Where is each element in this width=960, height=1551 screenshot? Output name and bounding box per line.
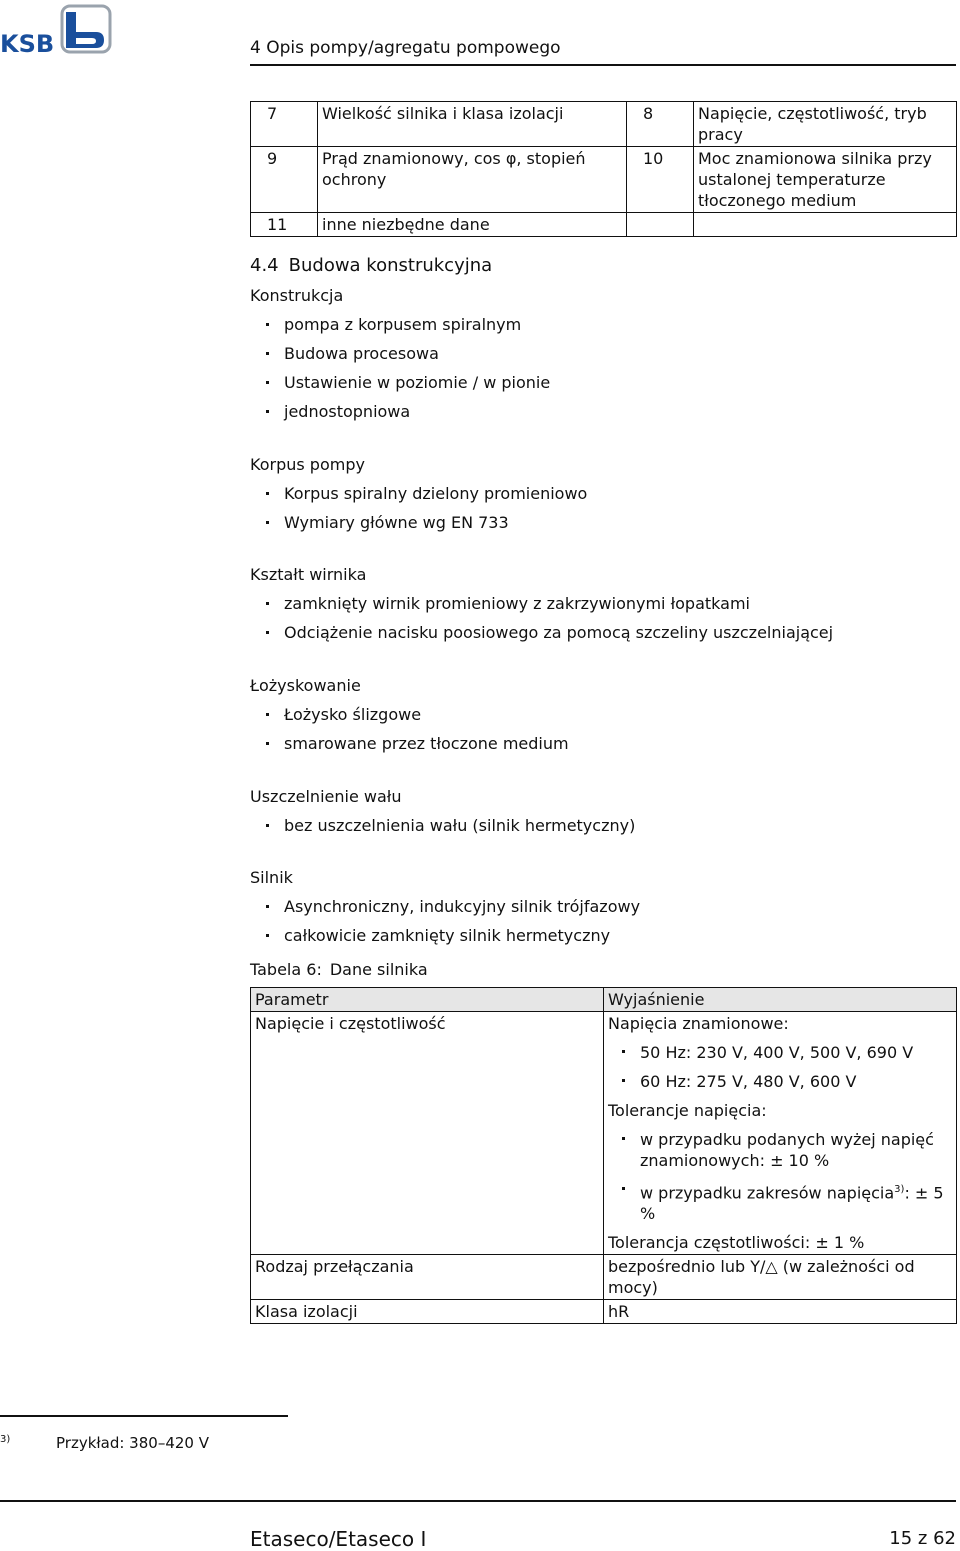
- list-item: [622, 1179, 952, 1224]
- nameplate-legend-table: [250, 101, 957, 237]
- table-row: [251, 1300, 957, 1324]
- list-item: całkowicie zamknięty silnik hermetyczny: [266, 926, 640, 955]
- legend-text: Prąd znamionowy, cos φ, stopień ochrony: [318, 147, 627, 213]
- legend-text: Moc znamionowa silnika przy ustalonej temperaturze tłoczonego medium: [694, 147, 957, 213]
- footnote-ref: 3): [894, 1184, 905, 1195]
- subheading-silnik: Silnik: [250, 868, 293, 887]
- footnote-text: Przykład: 380–420 V: [56, 1434, 209, 1452]
- explanation-cell: hR: [604, 1300, 957, 1324]
- section-heading: [250, 255, 492, 276]
- bullet-list-uszczelnienie-walu: [266, 816, 635, 845]
- column-header-wyjasnienie: Wyjaśnienie: [604, 988, 957, 1012]
- list-item: Wymiary główne wg EN 733: [266, 513, 587, 542]
- list-item: smarowane przez tłoczone medium: [266, 734, 569, 763]
- tolerance-range-text: w przypadku zakresów napięcia: [640, 1183, 895, 1203]
- list-item: Asynchroniczny, indukcyjny silnik trójfazowy: [266, 897, 640, 926]
- list-item: Odciążenie nacisku poosiowego za pomocą szczeliny uszczelniającej: [266, 623, 833, 652]
- list-item: Budowa procesowa: [266, 344, 550, 373]
- voltage-tolerance-list: [608, 1129, 952, 1224]
- list-item: jednostopniowa: [266, 402, 550, 431]
- logo-text: KSB: [0, 30, 55, 54]
- frequency-tolerance: Tolerancja częstotliwości: ± 1 %: [608, 1233, 865, 1253]
- subheading-lozyskowanie: Łożyskowanie: [250, 676, 361, 695]
- motor-data-table: [250, 987, 957, 1324]
- legend-number: 8: [627, 102, 694, 147]
- subheading-uszczelnienie-walu: Uszczelnienie wału: [250, 787, 402, 806]
- table-row: [251, 1012, 957, 1255]
- param-cell: Klasa izolacji: [251, 1300, 604, 1324]
- list-item: Łożysko ślizgowe: [266, 705, 569, 734]
- footer-divider: [0, 1500, 956, 1502]
- subheading-ksztalt-wirnika: Kształt wirnika: [250, 565, 367, 584]
- explanation-cell: [604, 1012, 957, 1255]
- list-item: 60 Hz: 275 V, 480 V, 600 V: [622, 1071, 952, 1092]
- bullet-list-lozyskowanie: [266, 705, 569, 763]
- table-header-row: [251, 988, 957, 1012]
- table-row: [251, 213, 957, 237]
- bullet-list-silnik: [266, 897, 640, 955]
- footnote-divider: [0, 1415, 288, 1417]
- section-number: 4.4: [250, 255, 279, 276]
- list-item: 50 Hz: 230 V, 400 V, 500 V, 690 V: [622, 1042, 952, 1063]
- column-header-parametr: Parametr: [251, 988, 604, 1012]
- footnote: [0, 1434, 209, 1452]
- header-divider: [250, 64, 956, 66]
- legend-text: [694, 213, 957, 237]
- table-row: [251, 147, 957, 213]
- bullet-list-ksztalt-wirnika: [266, 594, 833, 652]
- legend-number: 10: [627, 147, 694, 213]
- table-caption: [250, 960, 428, 979]
- rated-voltage-label: Napięcia znamionowe:: [608, 1014, 789, 1033]
- list-item: pompa z korpusem spiralnym: [266, 315, 550, 344]
- list-item: Korpus spiralny dzielony promieniowo: [266, 484, 587, 513]
- section-title-text: Budowa konstrukcyjna: [288, 255, 493, 276]
- table-caption-label: Tabela 6:: [250, 960, 322, 979]
- tolerance-range-value: : ± 5 %: [640, 1183, 944, 1224]
- legend-number: 11: [251, 213, 318, 237]
- legend-number: [627, 213, 694, 237]
- table-caption-text: Dane silnika: [329, 960, 428, 979]
- param-cell: Rodzaj przełączania: [251, 1255, 604, 1300]
- bullet-list-korpus-pompy: [266, 484, 587, 542]
- voltage-tolerance-label: Tolerancje napięcia:: [608, 1101, 767, 1120]
- list-item: zamknięty wirnik promieniowy z zakrzywionymi łopatkami: [266, 594, 833, 623]
- legend-text: Napięcie, częstotliwość, tryb pracy: [694, 102, 957, 147]
- footer-product-name: Etaseco/Etaseco I: [250, 1527, 427, 1551]
- explanation-cell: bezpośrednio lub Y/△ (w zależności od mocy): [604, 1255, 957, 1300]
- footnote-mark: 3): [0, 1434, 11, 1445]
- param-cell: Napięcie i częstotliwość: [251, 1012, 604, 1255]
- list-item: Ustawienie w poziomie / w pionie: [266, 373, 550, 402]
- running-header-title: 4 Opis pompy/agregatu pompowego: [250, 38, 561, 58]
- list-item: bez uszczelnienia wału (silnik hermetyczny): [266, 816, 635, 845]
- legend-number: 9: [251, 147, 318, 213]
- legend-number: 7: [251, 102, 318, 147]
- bullet-list-konstrukcja: [266, 315, 550, 431]
- page-number: 15 z 62: [889, 1528, 956, 1549]
- table-row: [251, 102, 957, 147]
- rated-voltage-list: [608, 1042, 952, 1092]
- subheading-konstrukcja: Konstrukcja: [250, 286, 344, 305]
- table-row: [251, 1255, 957, 1300]
- list-item: w przypadku podanych wyżej napięć znamionowych: ± 10 %: [622, 1129, 952, 1171]
- subheading-korpus-pompy: Korpus pompy: [250, 455, 365, 474]
- legend-text: Wielkość silnika i klasa izolacji: [318, 102, 627, 147]
- legend-text: inne niezbędne dane: [318, 213, 627, 237]
- ksb-logo: [0, 4, 115, 54]
